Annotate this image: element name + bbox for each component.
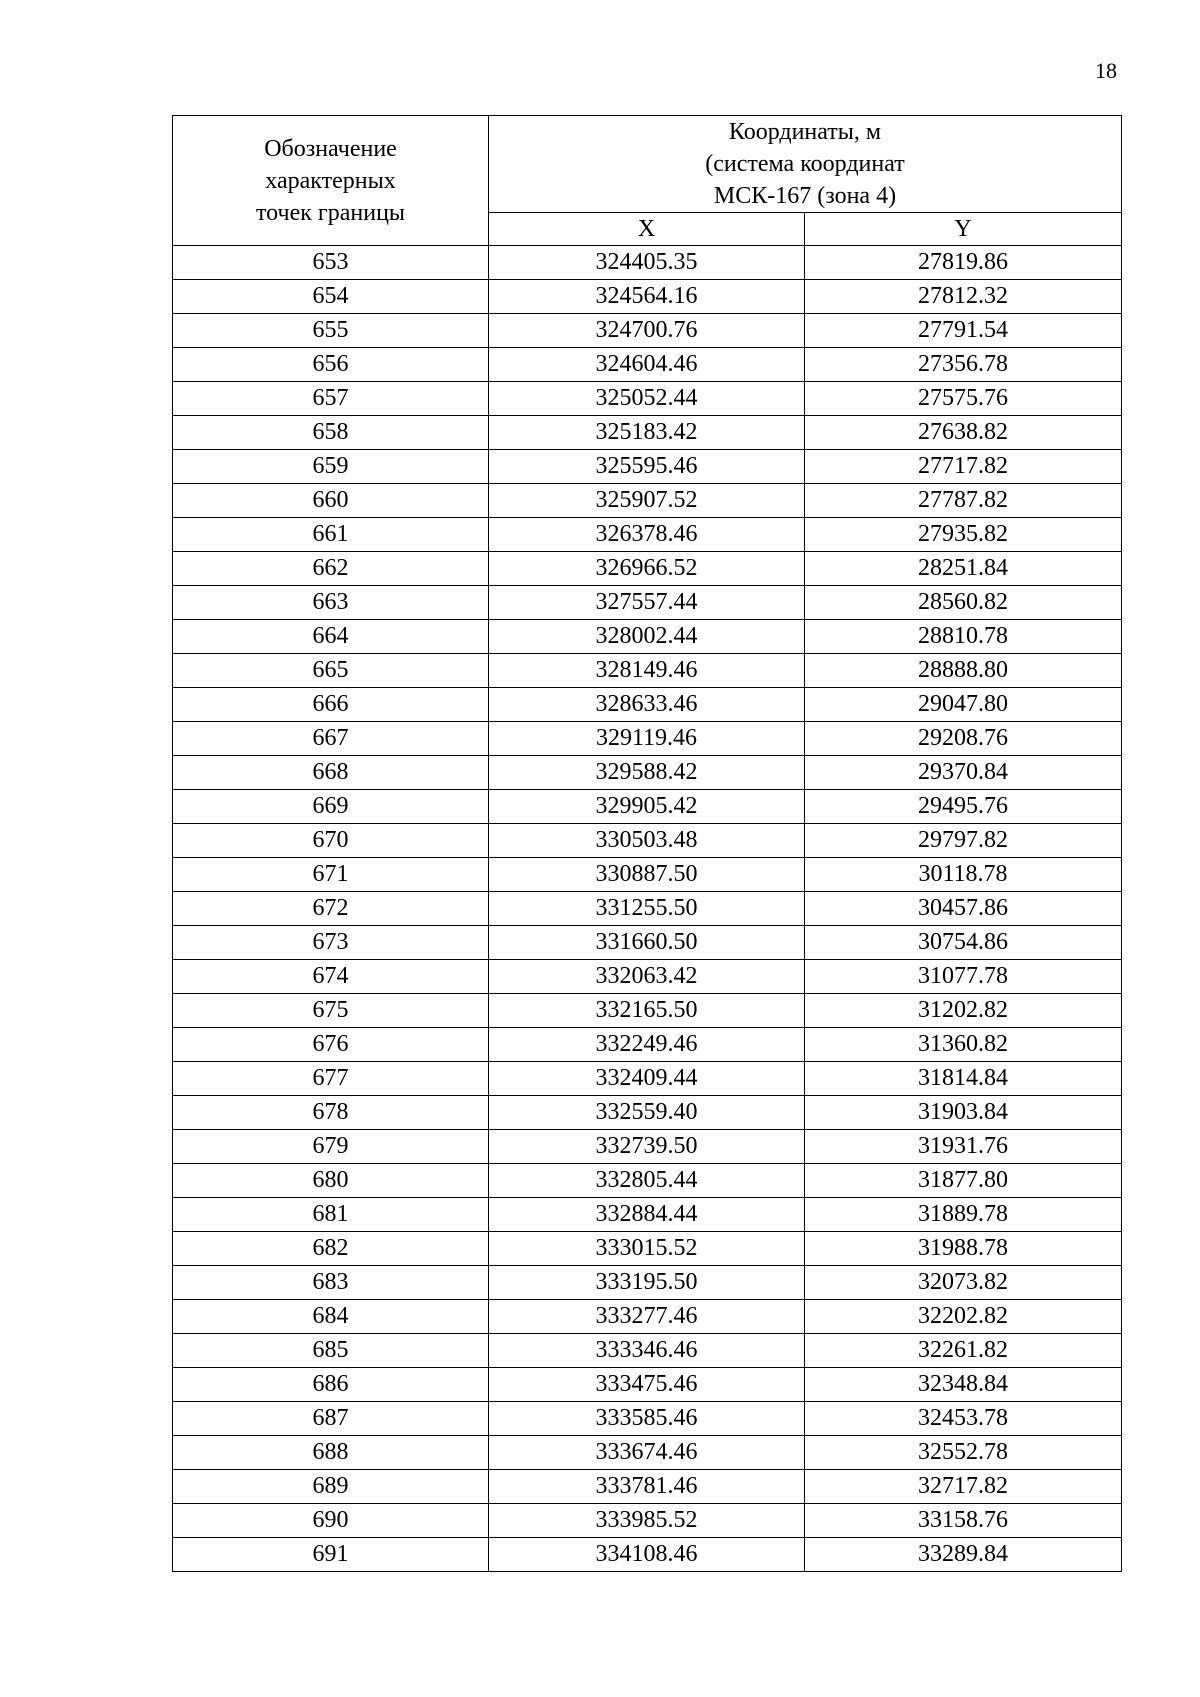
table-row	[173, 450, 1122, 484]
y-coordinate-cell: 28560.82	[805, 586, 1122, 620]
point-id-cell: 688	[173, 1436, 489, 1470]
point-id-cell: 691	[173, 1538, 489, 1572]
point-id-cell: 653	[173, 246, 489, 280]
y-coordinate-cell: 27812.32	[805, 280, 1122, 314]
table-row	[173, 246, 1122, 280]
y-coordinate-cell: 32348.84	[805, 1368, 1122, 1402]
point-id-cell: 677	[173, 1062, 489, 1096]
y-coordinate-cell: 32073.82	[805, 1266, 1122, 1300]
y-coordinate-cell: 27787.82	[805, 484, 1122, 518]
point-id-cell: 671	[173, 858, 489, 892]
table-row	[173, 1334, 1122, 1368]
y-coordinate-cell: 27717.82	[805, 450, 1122, 484]
x-coordinate-cell: 333985.52	[489, 1504, 805, 1538]
table-row	[173, 994, 1122, 1028]
table-row	[173, 688, 1122, 722]
y-coordinate-cell: 29495.76	[805, 790, 1122, 824]
point-id-cell: 680	[173, 1164, 489, 1198]
x-coordinate-cell: 332559.40	[489, 1096, 805, 1130]
point-id-cell: 666	[173, 688, 489, 722]
y-coordinate-cell: 27819.86	[805, 246, 1122, 280]
y-coordinate-cell: 29370.84	[805, 756, 1122, 790]
x-coordinate-cell: 324700.76	[489, 314, 805, 348]
table-row	[173, 1164, 1122, 1198]
y-coordinate-cell: 31903.84	[805, 1096, 1122, 1130]
table-row	[173, 1062, 1122, 1096]
y-coordinate-cell: 28888.80	[805, 654, 1122, 688]
point-id-cell: 681	[173, 1198, 489, 1232]
y-coordinate-cell: 32552.78	[805, 1436, 1122, 1470]
y-coordinate-cell: 31077.78	[805, 960, 1122, 994]
point-id-cell: 682	[173, 1232, 489, 1266]
x-coordinate-cell: 326966.52	[489, 552, 805, 586]
x-coordinate-cell: 332884.44	[489, 1198, 805, 1232]
x-coordinate-cell: 333195.50	[489, 1266, 805, 1300]
x-coordinate-cell: 324604.46	[489, 348, 805, 382]
y-coordinate-cell: 31988.78	[805, 1232, 1122, 1266]
point-id-cell: 664	[173, 620, 489, 654]
x-coordinate-cell: 332249.46	[489, 1028, 805, 1062]
x-coordinate-cell: 333674.46	[489, 1436, 805, 1470]
table-row	[173, 1368, 1122, 1402]
table-row	[173, 858, 1122, 892]
x-coordinate-cell: 328149.46	[489, 654, 805, 688]
x-coordinate-cell: 334108.46	[489, 1538, 805, 1572]
x-coordinate-cell: 330503.48	[489, 824, 805, 858]
y-coordinate-cell: 31360.82	[805, 1028, 1122, 1062]
point-id-cell: 668	[173, 756, 489, 790]
point-id-cell: 665	[173, 654, 489, 688]
point-id-cell: 661	[173, 518, 489, 552]
point-id-cell: 669	[173, 790, 489, 824]
point-id-cell: 687	[173, 1402, 489, 1436]
y-coordinate-cell: 28251.84	[805, 552, 1122, 586]
point-id-cell: 686	[173, 1368, 489, 1402]
table-row	[173, 1436, 1122, 1470]
y-coordinate-cell: 32261.82	[805, 1334, 1122, 1368]
point-id-cell: 660	[173, 484, 489, 518]
table-row	[173, 1096, 1122, 1130]
x-coordinate-cell: 333015.52	[489, 1232, 805, 1266]
y-coordinate-cell: 31931.76	[805, 1130, 1122, 1164]
table-row	[173, 586, 1122, 620]
x-coordinate-cell: 326378.46	[489, 518, 805, 552]
table-row	[173, 654, 1122, 688]
x-coordinate-cell: 328002.44	[489, 620, 805, 654]
y-coordinate-cell: 30754.86	[805, 926, 1122, 960]
x-coordinate-cell: 331660.50	[489, 926, 805, 960]
table-row	[173, 1470, 1122, 1504]
x-coordinate-cell: 327557.44	[489, 586, 805, 620]
x-coordinate-cell: 324564.16	[489, 280, 805, 314]
y-coordinate-cell: 31877.80	[805, 1164, 1122, 1198]
table-row	[173, 484, 1122, 518]
point-id-cell: 662	[173, 552, 489, 586]
table-row	[173, 756, 1122, 790]
y-coordinate-cell: 30118.78	[805, 858, 1122, 892]
header-designation-line: характерных	[265, 167, 396, 194]
x-coordinate-cell: 332805.44	[489, 1164, 805, 1198]
table-row	[173, 620, 1122, 654]
table-header	[173, 116, 1122, 246]
table-row	[173, 314, 1122, 348]
y-coordinate-cell: 27935.82	[805, 518, 1122, 552]
header-y: Y	[805, 213, 1122, 246]
table-row	[173, 280, 1122, 314]
x-coordinate-cell: 331255.50	[489, 892, 805, 926]
y-coordinate-cell: 29797.82	[805, 824, 1122, 858]
x-coordinate-cell: 329905.42	[489, 790, 805, 824]
header-point-designation	[173, 116, 489, 246]
x-coordinate-cell: 333475.46	[489, 1368, 805, 1402]
y-coordinate-cell: 33158.76	[805, 1504, 1122, 1538]
point-id-cell: 657	[173, 382, 489, 416]
table-row	[173, 348, 1122, 382]
x-coordinate-cell: 325907.52	[489, 484, 805, 518]
x-coordinate-cell: 330887.50	[489, 858, 805, 892]
x-coordinate-cell: 333585.46	[489, 1402, 805, 1436]
header-coordinates-line: Координаты, м	[728, 119, 882, 145]
table-row	[173, 722, 1122, 756]
point-id-cell: 683	[173, 1266, 489, 1300]
point-id-cell: 690	[173, 1504, 489, 1538]
y-coordinate-cell: 33289.84	[805, 1538, 1122, 1572]
point-id-cell: 676	[173, 1028, 489, 1062]
y-coordinate-cell: 31202.82	[805, 994, 1122, 1028]
point-id-cell: 685	[173, 1334, 489, 1368]
point-id-cell: 667	[173, 722, 489, 756]
x-coordinate-cell: 325183.42	[489, 416, 805, 450]
x-coordinate-cell: 333346.46	[489, 1334, 805, 1368]
y-coordinate-cell: 32202.82	[805, 1300, 1122, 1334]
header-designation-line: Обозначение	[264, 135, 397, 162]
table-row	[173, 1130, 1122, 1164]
y-coordinate-cell: 30457.86	[805, 892, 1122, 926]
y-coordinate-cell: 29047.80	[805, 688, 1122, 722]
point-id-cell: 684	[173, 1300, 489, 1334]
table-row	[173, 960, 1122, 994]
table-row	[173, 1538, 1122, 1572]
point-id-cell: 670	[173, 824, 489, 858]
point-id-cell: 689	[173, 1470, 489, 1504]
table-row	[173, 824, 1122, 858]
y-coordinate-cell: 28810.78	[805, 620, 1122, 654]
header-coordinates-line: (система координат	[705, 151, 905, 177]
table-row	[173, 1402, 1122, 1436]
y-coordinate-cell: 32453.78	[805, 1402, 1122, 1436]
x-coordinate-cell: 324405.35	[489, 246, 805, 280]
table-row	[173, 1028, 1122, 1062]
table-row	[173, 892, 1122, 926]
header-coordinates	[489, 116, 1122, 213]
point-id-cell: 656	[173, 348, 489, 382]
y-coordinate-cell: 29208.76	[805, 722, 1122, 756]
header-designation-line: точек границы	[255, 199, 406, 226]
y-coordinate-cell: 27356.78	[805, 348, 1122, 382]
y-coordinate-cell: 31889.78	[805, 1198, 1122, 1232]
point-id-cell: 678	[173, 1096, 489, 1130]
table-row	[173, 1300, 1122, 1334]
x-coordinate-cell: 325052.44	[489, 382, 805, 416]
point-id-cell: 658	[173, 416, 489, 450]
point-id-cell: 673	[173, 926, 489, 960]
table-row	[173, 1266, 1122, 1300]
table-body	[173, 246, 1122, 1572]
x-coordinate-cell: 333781.46	[489, 1470, 805, 1504]
x-coordinate-cell: 325595.46	[489, 450, 805, 484]
y-coordinate-cell: 32717.82	[805, 1470, 1122, 1504]
table-row	[173, 790, 1122, 824]
point-id-cell: 663	[173, 586, 489, 620]
table-row	[173, 552, 1122, 586]
x-coordinate-cell: 332739.50	[489, 1130, 805, 1164]
x-coordinate-cell: 328633.46	[489, 688, 805, 722]
table-row	[173, 382, 1122, 416]
coordinates-table	[172, 115, 1122, 1572]
table-row	[173, 1198, 1122, 1232]
point-id-cell: 679	[173, 1130, 489, 1164]
y-coordinate-cell: 27575.76	[805, 382, 1122, 416]
y-coordinate-cell: 31814.84	[805, 1062, 1122, 1096]
x-coordinate-cell: 333277.46	[489, 1300, 805, 1334]
x-coordinate-cell: 332165.50	[489, 994, 805, 1028]
x-coordinate-cell: 332063.42	[489, 960, 805, 994]
y-coordinate-cell: 27791.54	[805, 314, 1122, 348]
page-number: 18	[1095, 58, 1117, 83]
table-row	[173, 416, 1122, 450]
x-coordinate-cell: 329119.46	[489, 722, 805, 756]
table-row	[173, 1232, 1122, 1266]
table-row	[173, 518, 1122, 552]
point-id-cell: 655	[173, 314, 489, 348]
table-row	[173, 926, 1122, 960]
point-id-cell: 659	[173, 450, 489, 484]
y-coordinate-cell: 27638.82	[805, 416, 1122, 450]
x-coordinate-cell: 332409.44	[489, 1062, 805, 1096]
header-x: X	[489, 213, 805, 246]
x-coordinate-cell: 329588.42	[489, 756, 805, 790]
point-id-cell: 672	[173, 892, 489, 926]
point-id-cell: 675	[173, 994, 489, 1028]
table-row	[173, 1504, 1122, 1538]
header-coordinates-line: МСК-167 (зона 4)	[713, 183, 897, 209]
point-id-cell: 654	[173, 280, 489, 314]
point-id-cell: 674	[173, 960, 489, 994]
